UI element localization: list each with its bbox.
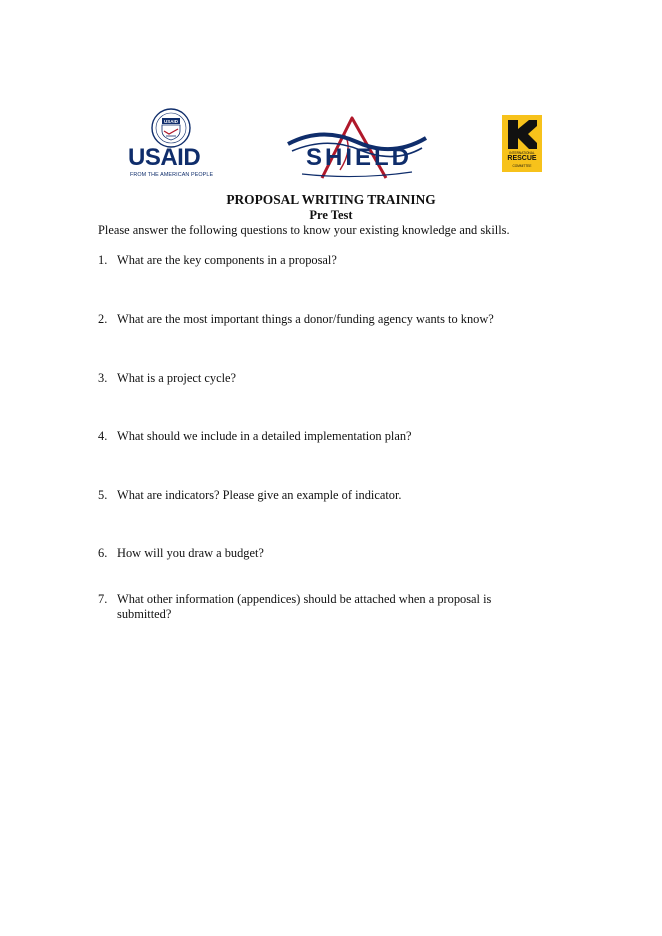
question-number: 2. [98,312,108,326]
irc-line3: COMMITTEE [512,164,532,168]
question-number: 6. [98,546,108,560]
question-text: What is a project cycle? [117,371,237,385]
usaid-seal-text: USAID [163,119,179,124]
page-title: PROPOSAL WRITING TRAINING [226,192,436,207]
question-text: What are indicators? Please give an example of indicator. [117,488,402,502]
question-text: What other information (appendices) should be attached when a proposal is submitted? [117,592,492,621]
question-number: 4. [98,429,108,443]
question-number: 3. [98,371,108,385]
usaid-seal-icon [151,108,191,148]
question-number: 5. [98,488,108,502]
question-number: 7. [98,592,108,606]
irc-line2: RESCUE [507,155,537,162]
intro-text: Please answer the following questions to know your existing knowledge and skills. [98,223,510,237]
shield-wordmark: SHIELD [305,144,412,171]
logo-row [0,0,662,200]
question-text: How will you draw a budget? [117,546,264,560]
usaid-wordmark: USAID [128,144,201,171]
irc-line1: INTERNATIONAL [509,151,535,155]
question-number: 1. [98,253,108,267]
shield-logo [282,108,432,182]
usaid-tagline: FROM THE AMERICAN PEOPLE [130,172,214,178]
usaid-logo [128,108,220,180]
question-text: What should we include in a detailed implementation plan? [117,429,412,443]
irc-logo [502,115,542,172]
page-subtitle: Pre Test [309,208,353,222]
question-text: What are the most important things a donor/funding agency wants to know? [117,312,494,326]
question-text: What are the key components in a proposal? [117,253,337,267]
